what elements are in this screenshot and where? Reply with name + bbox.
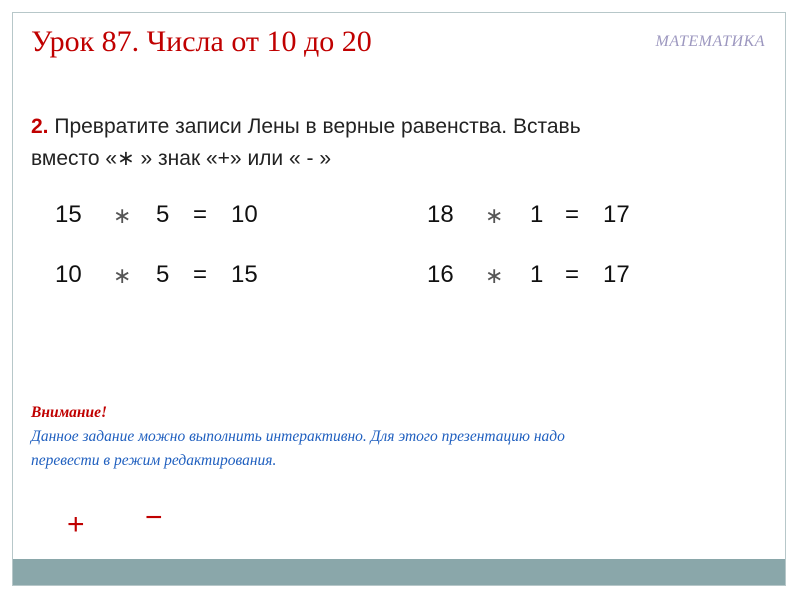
- equation-1: [55, 201, 295, 231]
- task-text: [31, 111, 771, 175]
- equation-equals: =: [565, 201, 580, 228]
- equation-2: [427, 201, 667, 231]
- equation-operand-a: 15: [55, 201, 82, 228]
- equation-placeholder[interactable]: ∗: [113, 263, 132, 288]
- equation-equals: =: [193, 261, 208, 288]
- equation-operand-b: 1: [530, 261, 544, 288]
- equation-operand-a: 16: [427, 261, 454, 288]
- equation-placeholder[interactable]: ∗: [485, 263, 504, 288]
- minus-sign-button[interactable]: −: [145, 501, 163, 534]
- equation-operand-a: 10: [55, 261, 82, 288]
- notice-block: [31, 401, 751, 473]
- footer-bar: [13, 559, 785, 585]
- equation-result: 17: [603, 261, 630, 288]
- slide: [12, 12, 786, 586]
- notice-heading: Внимание!: [31, 404, 108, 421]
- equation-4: [427, 261, 667, 291]
- subject-label: МАТЕМАТИКА: [655, 33, 765, 50]
- notice-line-2: перевести в режим редактирования.: [31, 452, 277, 469]
- equation-3: [55, 261, 295, 291]
- equation-result: 15: [231, 261, 258, 288]
- plus-sign-button[interactable]: +: [67, 508, 85, 541]
- equation-equals: =: [565, 261, 580, 288]
- equation-result: 10: [231, 201, 258, 228]
- equation-operand-b: 5: [156, 201, 170, 228]
- task-line-1: Превратите записи Лены в верные равенства. Вставь: [48, 115, 581, 138]
- equation-operand-b: 1: [530, 201, 544, 228]
- task-number: 2.: [31, 115, 49, 138]
- equation-placeholder[interactable]: ∗: [113, 203, 132, 228]
- notice-line-1: Данное задание можно выполнить интерактивно. Для этого презентацию надо: [31, 428, 565, 445]
- equation-equals: =: [193, 201, 208, 228]
- task-line-2: вместо «∗ » знак «+» или « - »: [31, 147, 332, 170]
- lesson-title: Урок 87. Числа от 10 до 20: [31, 25, 372, 58]
- equation-placeholder[interactable]: ∗: [485, 203, 504, 228]
- equation-operand-a: 18: [427, 201, 454, 228]
- equation-result: 17: [603, 201, 630, 228]
- equation-operand-b: 5: [156, 261, 170, 288]
